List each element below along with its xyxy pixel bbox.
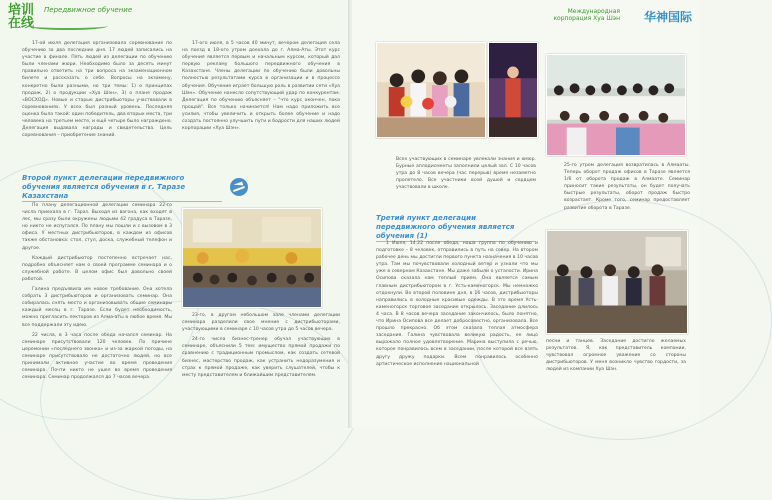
brand-name: 华神国际 bbox=[643, 10, 692, 24]
header-logo bbox=[8, 4, 208, 32]
office-meeting-photo bbox=[546, 230, 688, 334]
paragraph: 17-ой июля делегация организовала соревнование по обучению за два последних дня. 17 людей записались на участие в финале. Пять людей из делегации по обучению были членами жюри. Необходимо было за десять минут правильно ответить на три вопроса на экзаменационном билете и рассказать о себе. Вопросы на экзамену, конкретно были разными, но три темы: 1) о принципах продаж, 2) о продукции «Хуа Шэн», 3) о плане продаж «ВОСХОД». Новые и старые дистрибьюторы участвовали в соревнованиях. У всех был разный уровень. Последняя оценка была такой: один победитель, два вторых места, три человека на третьем месте, и ещё четыре было награждено. Делегация выдавала награды и свидетельства. Цель соревнования – приобретение знаний. bbox=[22, 41, 172, 139]
paragraph: 22 числа, в 3 часа после обеда начался семинар. На семинаре присутствовали 120 человек. По причине церемонии «последнего звонка» и из-за жаркой погоды, на семинаре присутствовало не достаточно людей, но все принимали активное участие во время проведения семинара. Почти никто не ушел во время проведения семинара. Семинар продолжался до 7 часов вечера. bbox=[22, 332, 172, 381]
paragraph: Галина предъявила им новое требование. Она хотела собрать 3 дистрибьюторов и организовать семинар. Она собиралась снять место и организовывать общие семинары каждый месяц в г. Таразе. Если будет необходимость, можно пригласить лекторов из Алма-аты в любое время. Мы все поддержали эту идею. bbox=[22, 287, 172, 328]
header-tagline: Передвижное обучение bbox=[44, 6, 133, 14]
left-col1-bottom bbox=[22, 202, 172, 426]
large-group-photo bbox=[546, 54, 686, 156]
section3-title: Третий пункт делегации передвижного обучения является обучения (1) bbox=[376, 214, 536, 242]
paragraph: 23-го, в другом небольшом зале членами делегации семинара разделили свое мнение с дистрибьюторами, участвующими в семинаре с 10 часов утра до 5 часов вечера. bbox=[182, 313, 340, 333]
paragraph: 17-ого июля, в 5 часов 40 минут, вечером делегация села на поезд в 18-ого утром доехала до г. Алма-Аты. Этот курс обучения является первым и начальным курсом, который дал первую рекламу большого передвижного обучения в Казахстане. Члены делегации по обучению были довольны полностью результатами курса в организации и в процессе обучения. Обучение играет большую роль в развитии сети «Хуа Шэн». Обучение нанесло сопутствующий удар по конкурентам. Делегация по обучению объясняет – "что курс окончен, пока прощай". Все только начинается! Нам надо приложить все усилия, чтобы увеличить и открыть более обучение и надо создать постоянно улучшить пути и бодрости для наших людей корпорации «Хуа Шэн». bbox=[182, 41, 340, 132]
logo-text: 培训在线 bbox=[8, 3, 35, 31]
paragraph: По плану делегационной делегации семинара 22-го числа приехала в г. Тараз. Выходя из вагона, как входят в лес, мы сразу были окружены людьми 42 градуса в Таразе, но никто не испугался. По плану мы пошли и с вызовом в 3 офиса. У местных дистрибьюторов, в каждом из офисов также обстановка: стол, стул, доска, служебный телефон и другое. bbox=[22, 203, 172, 251]
header-subtitle: Международная корпорация Хуа Шэн bbox=[553, 8, 620, 22]
left-col2-top bbox=[182, 40, 340, 194]
paragraph: 24-го числа бизнес-тренер обучал участвующих в семинаре, объяснили 5 тем: имущество прямой продажи по сравнению с традиционным промыслом, как создать сетевой бизнес, мастерство продаж, как устранить недоразумения и страх к прямой продаже, как уверить слушателей, чтобы к месту представителям и ближайшим представителям. bbox=[182, 337, 340, 378]
caption-center: Всех участвующих в семинаре увлекали знания и юмор. Бурные аплодисменты заполнили целый зал. С 10 часов утра до 8 часов вечера (час перерыв) время незаметно пролетело. Все участники всей душой и сердцем участвовали в школе. bbox=[396, 157, 536, 191]
right-page bbox=[352, 0, 700, 428]
paragraph: 1 Июля, 14.22 после обеда, наша группа по обучению и подготовке – 8 человек, отправились в путь на север. На втором рабочее день мы достигли первого пункта назначения в 10 часов утра. Там мы почувствовали холодный ветер и узнали что мы уже в северном Казахстане. Мы даже забыли о усталости. Ирина Осипова сказала нам теплый прием. Она является самым главным дистрибьютором в г. Усть-каменогорск. Мы немножко отдохнули. Во второй половине дня, в 16 часов, дистрибьюторы направились в холодные красивые одежды. В это время Усть-каменогорск торговое заседание открылось. Заседание длилось 4 часа. В 8 часов вечера заседание закончилось, было понятно, что Ирина Осипова все делает добросовестно, организовала. Все прошло прекрасно. Об этом сказала теплая атмосфера заседания. Галина чувствовала великую радость, ее лицо выражало полное удовлетворение. Марина выступила с речью, которое понравилось всем в заседании, после которой все взять другу дружу подарки. Всем понравилось особенно артистическое исполнение национальной bbox=[376, 241, 538, 367]
header-brand bbox=[482, 6, 692, 30]
caption-bottom-right: песни и танцев. Заседание достигло желаемых результатов. Я, как представитель компании, чувствовал огромное уважение со стороны дистрибьюторов. У меня возникло чувство гордости, за людей из компании Хуа Шэн. bbox=[546, 339, 686, 373]
seminar-hall-photo bbox=[182, 208, 322, 308]
caption-right: 25-го утром делегация возвратилась в Алмааты. Теперь оборот продаж офисов в Таразе является 1/6 от оборота продаж в Алмаате. Семинар приносит такие результаты, он будет получать быстрые результаты, оборот продаж быстро возрастает. Кроме того, семинар предоставляет развитие оборота в Таразе. bbox=[564, 163, 690, 211]
left-page bbox=[0, 0, 350, 428]
left-col1-top bbox=[22, 40, 172, 194]
group-flowers-photo bbox=[376, 42, 486, 138]
stage-photo bbox=[488, 42, 538, 138]
logo-swirl-icon bbox=[28, 22, 108, 30]
left-col2-bottom bbox=[182, 312, 340, 426]
arrow-logo-icon bbox=[230, 178, 248, 196]
paragraph: Каждый дистрибьютор постепенно встречает нас, подробно объясняет нам о своей программе семинара и о служебной работе. В целом офис был довольно своей работой. bbox=[22, 255, 172, 282]
section2-title: Второй пункт делегации передвижного обучения является обучения в г. Таразе Казахстана bbox=[22, 174, 222, 202]
right-col-main bbox=[376, 240, 538, 428]
